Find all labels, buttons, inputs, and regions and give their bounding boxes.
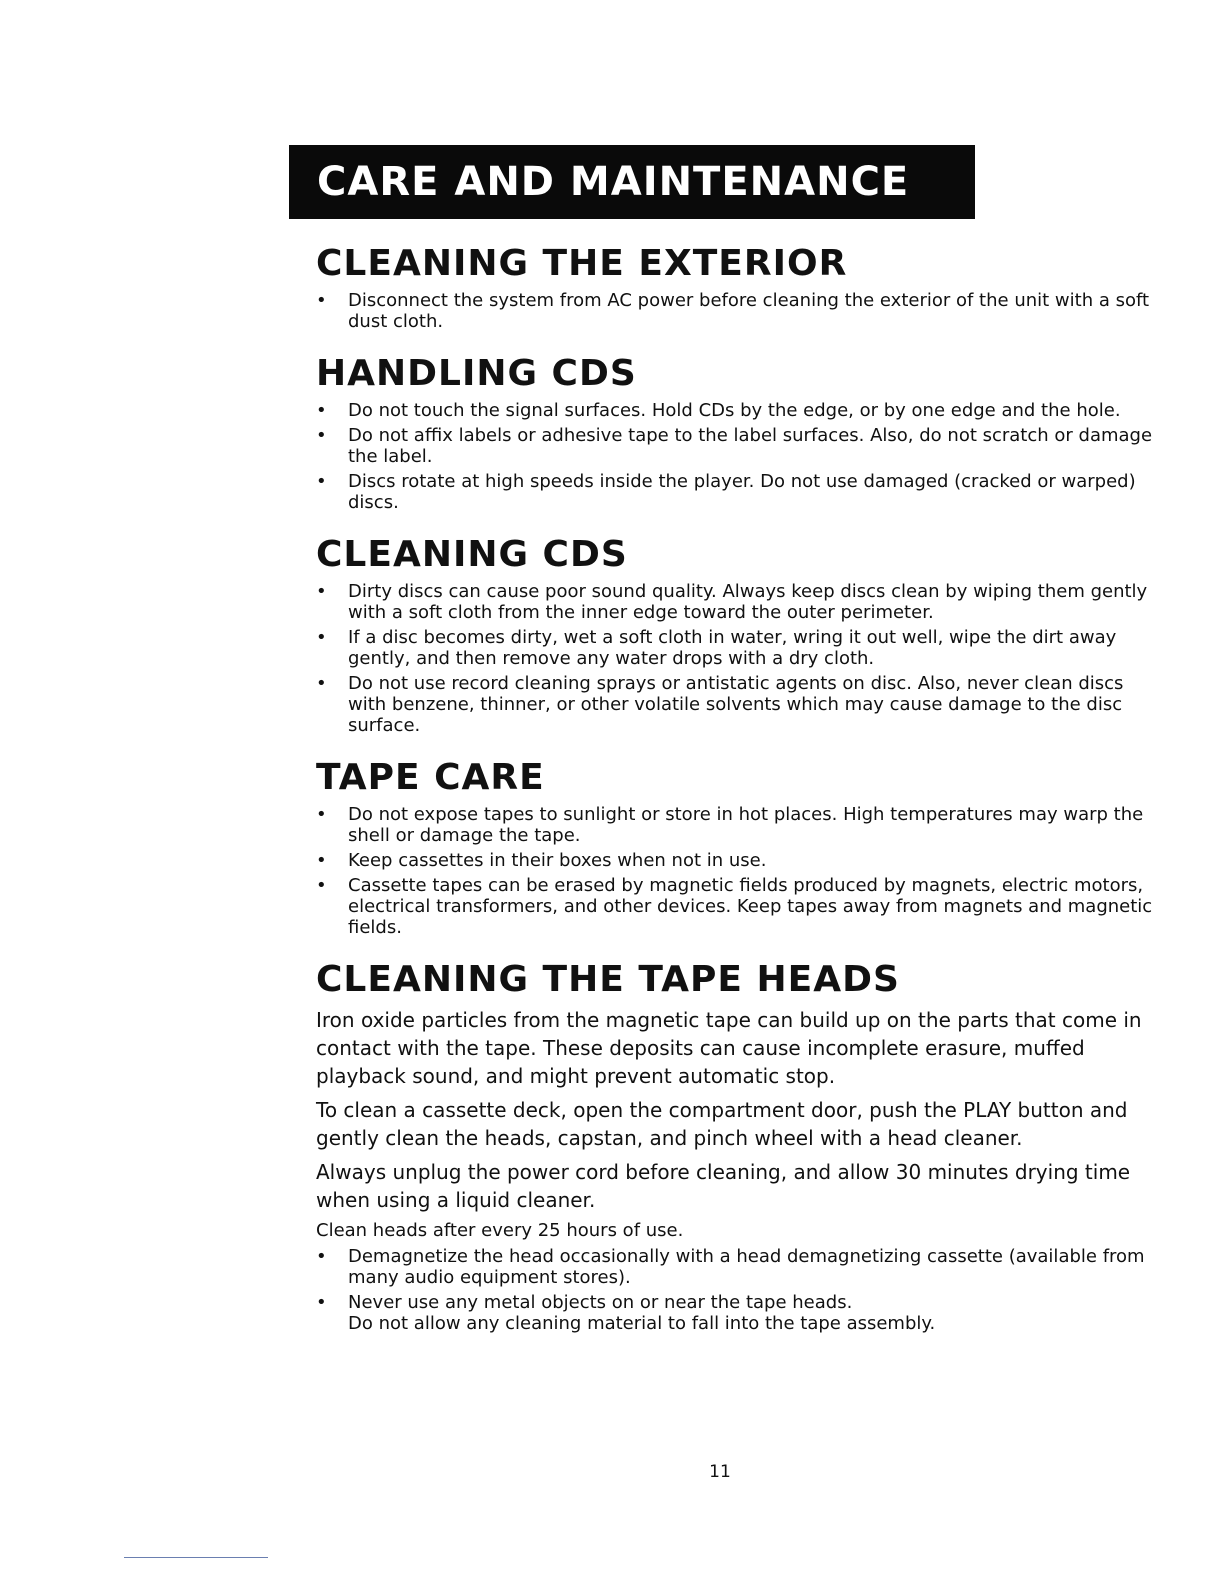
section-cleaning-exterior (316, 242, 1166, 332)
page-title-banner (289, 145, 975, 219)
list-item: • If a disc becomes dirty, wet a soft cloth in water, wring it out well, wipe the dirt away gently, and then remove any water drops with a dry cloth. (316, 627, 1166, 669)
section-heading: CLEANING THE EXTERIOR (316, 243, 848, 284)
section-heading: CLEANING CDS (316, 534, 628, 575)
list-item: • Do not use record cleaning sprays or antistatic agents on disc. Also, never clean discs with benzene, thinner, or other volatile solvents which may cause damage to the disc surface. (316, 673, 1166, 736)
list-item: • Do not affix labels or adhesive tape to the label surfaces. Also, do not scratch or damage the label. (316, 425, 1166, 467)
usage-note: Clean heads after every 25 hours of use. (316, 1220, 684, 1241)
bullet-list (316, 804, 1166, 938)
bullet-list (316, 581, 1166, 736)
list-item-continuation: Do not allow any cleaning material to fall into the tape assembly. (348, 1313, 936, 1334)
list-item: • Do not touch the signal surfaces. Hold CDs by the edge, or by one edge and the hole. (316, 400, 1166, 421)
paragraph: To clean a cassette deck, open the compartment door, push the PLAY button and gently clean the heads, capstan, and pinch wheel with a head cleaner. (316, 1098, 1128, 1150)
list-item: • Demagnetize the head occasionally with a head demagnetizing cassette (available from many audio equipment stores). (316, 1246, 1166, 1288)
bullet-list (316, 1246, 1166, 1334)
main-content (316, 242, 1166, 1354)
section-cleaning-tape-heads (316, 958, 1166, 1334)
section-heading: HANDLING CDS (316, 353, 637, 394)
paragraph: Iron oxide particles from the magnetic tape can build up on the parts that come in contact with the tape. These deposits can cause incomplete erasure, muffed playback sound, and might prevent automatic stop. (316, 1008, 1142, 1088)
list-item: • Dirty discs can cause poor sound quality. Always keep discs clean by wiping them gently with a soft cloth from the inner edge toward the outer perimeter. (316, 581, 1166, 623)
list-item: • Cassette tapes can be erased by magnetic fields produced by magnets, electric motors, electrical transformers, and other devices. Keep tapes away from magnets and magnetic fields. (316, 875, 1166, 938)
list-item (316, 1292, 1166, 1334)
paragraph: Always unplug the power cord before cleaning, and allow 30 minutes drying time when using a liquid cleaner. (316, 1160, 1131, 1212)
list-item-text: Never use any metal objects on or near the tape heads. (348, 1292, 853, 1313)
list-item: • Keep cassettes in their boxes when not in use. (316, 850, 1166, 871)
list-item: • Disconnect the system from AC power before cleaning the exterior of the unit with a soft dust cloth. (316, 290, 1166, 332)
page-title: CARE AND MAINTENANCE (317, 159, 910, 205)
section-tape-care (316, 756, 1166, 938)
footer-divider (124, 1557, 268, 1558)
bullet-list (316, 290, 1166, 332)
list-item: • Discs rotate at high speeds inside the player. Do not use damaged (cracked or warped) discs. (316, 471, 1166, 513)
page-number: 11 (709, 1462, 731, 1482)
section-heading: TAPE CARE (316, 757, 545, 798)
section-heading: CLEANING THE TAPE HEADS (316, 959, 900, 1000)
list-item: • Do not expose tapes to sunlight or store in hot places. High temperatures may warp the shell or damage the tape. (316, 804, 1166, 846)
bullet-list (316, 400, 1166, 513)
section-handling-cds (316, 352, 1166, 513)
section-cleaning-cds (316, 533, 1166, 736)
